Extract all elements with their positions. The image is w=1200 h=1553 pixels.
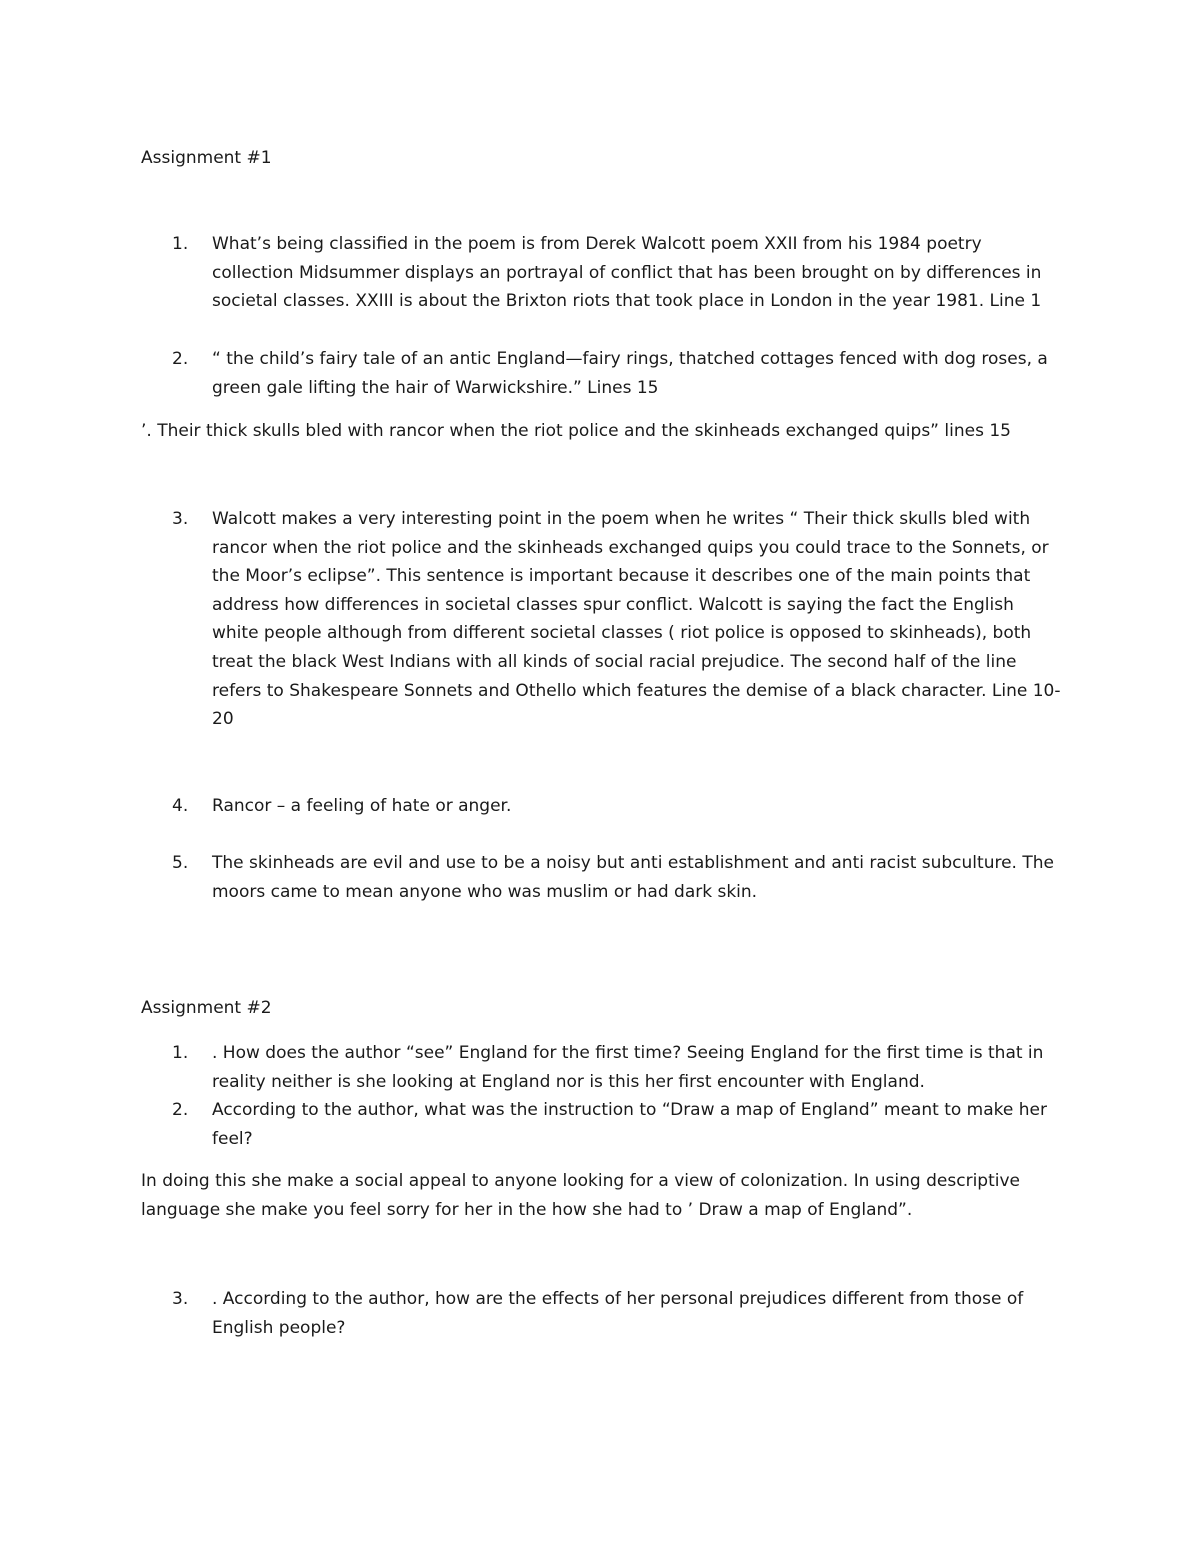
- list-item-text: What’s being classified in the poem is from Derek Walcott poem XXII from his 1984 poetry collection Midsummer displays an portrayal of conflict that has been brought on by differences in societal classes. XXIII is about the Brixton riots that took place in London in the year 1981. Line 1: [212, 234, 1042, 312]
- list-number: 1.: [172, 1043, 189, 1063]
- assignment-2-paragraph: In doing this she make a social appeal to anyone looking for a view of colonization. In using descriptive language she make you feel sorry for her in the how she had to ’ Draw a map of England”.: [141, 1171, 1020, 1220]
- list-number: 3.: [172, 1289, 189, 1309]
- list-number: 4.: [172, 796, 189, 816]
- assignment-1-item-3: [172, 505, 1062, 734]
- list-item-text: . According to the author, how are the effects of her personal prejudices different from those of English people?: [212, 1289, 1024, 1338]
- assignment-1-item-4: [172, 792, 1062, 821]
- list-number: 2.: [172, 349, 189, 369]
- list-item-text: The skinheads are evil and use to be a noisy but anti establishment and anti racist subculture. The moors came to mean anyone who was muslim or had dark skin.: [212, 853, 1054, 902]
- assignment-1-item-2: [172, 345, 1062, 402]
- assignment-1-item-5: [172, 849, 1062, 906]
- list-item-text: According to the author, what was the instruction to “Draw a map of England” meant to make her feel?: [212, 1100, 1047, 1149]
- list-number: 2.: [172, 1100, 189, 1120]
- list-item-text: Rancor – a feeling of hate or anger.: [212, 796, 512, 816]
- list-item-text: “ the child’s fairy tale of an antic England—fairy rings, thatched cottages fenced with dog roses, a green gale lifting the hair of Warwickshire.” Lines 15: [212, 349, 1048, 398]
- assignment-1-quote-line: ’. Their thick skulls bled with rancor when the riot police and the skinheads exchanged quips” lines 15: [141, 421, 1011, 441]
- assignment-2-item-3: [172, 1285, 1062, 1342]
- list-number: 3.: [172, 509, 189, 529]
- list-item-text: . How does the author “see” England for the first time? Seeing England for the first time is that in reality neither is she looking at England nor is this her first encounter with England.: [212, 1043, 1044, 1092]
- assignment-1-heading: Assignment #1: [141, 148, 272, 168]
- list-number: 5.: [172, 853, 189, 873]
- assignment-1-item-1: [172, 230, 1062, 316]
- assignment-2-item-1: [172, 1039, 1062, 1096]
- assignment-2-item-2: [172, 1096, 1062, 1153]
- assignment-2-heading: Assignment #2: [141, 998, 272, 1018]
- list-number: 1.: [172, 234, 189, 254]
- list-item-text: Walcott makes a very interesting point in the poem when he writes “ Their thick skulls bled with rancor when the riot police and the skinheads exchanged quips you could trace to the Sonnets, or the Moor’s eclipse”. This sentence is important because it describes one of the main points that address how differences in societal classes spur conflict. Walcott is saying the fact the English white people although from different societal classes ( riot police is opposed to skinheads), both treat the black West Indians with all kinds of social racial prejudice. The second half of the line refers to Shakespeare Sonnets and Othello which features the demise of a black character. Line 10-20: [212, 509, 1061, 730]
